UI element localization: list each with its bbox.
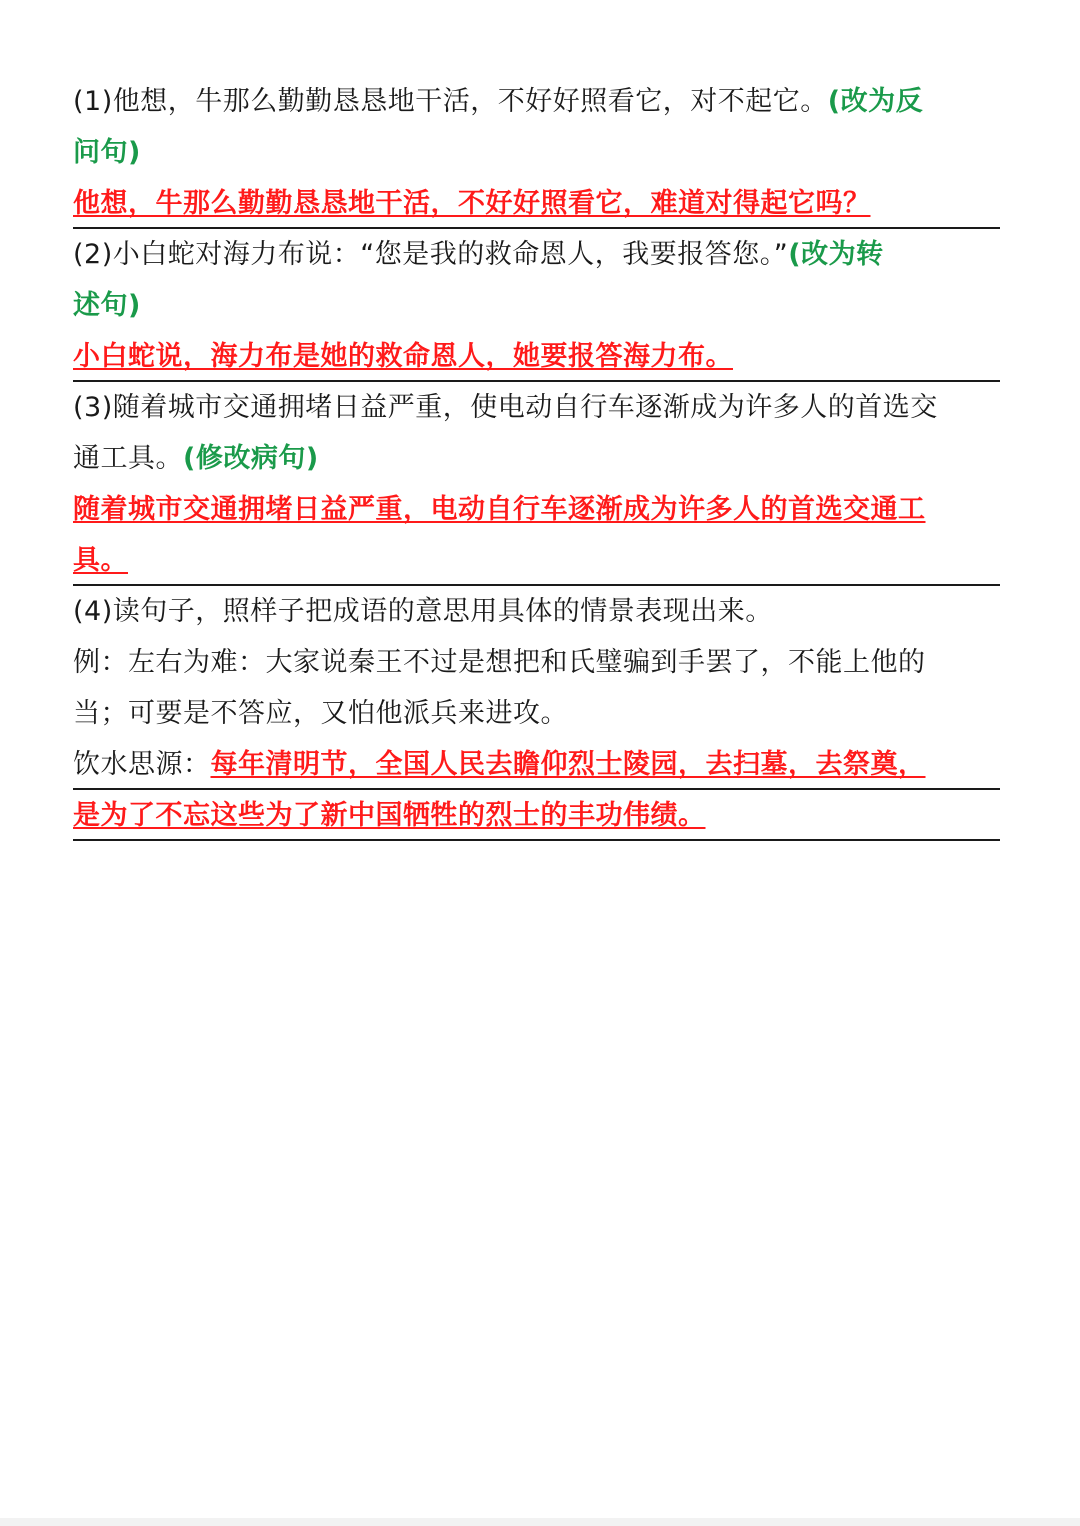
q4-example-2: 当；可要是不答应，又怕他派兵来进攻。 [73,698,568,729]
q2-line-2 [73,280,1000,331]
q4-idiom-label: 饮水思源： [73,749,211,780]
q3-answer-line-1 [73,484,1000,535]
q4-prompt: (4)读句子，照样子把成语的意思用具体的情景表现出来。 [73,596,773,627]
q3-answer-2: 具。 [73,545,128,576]
q3-hint: (修改病句) [183,443,319,474]
q4-answer-2: 是为了不忘这些为了新中国牺牲的烈士的丰功伟绩。 [73,800,706,831]
q4-example-line-2 [73,688,1000,739]
q1-answer-line [73,178,1000,229]
q2-answer: 小白蛇说，海力布是她的救命恩人，她要报答海力布。 [73,341,733,372]
q1-answer: 他想，牛那么勤勤恳恳地干活，不好好照看它，难道对得起它吗？ [73,188,871,219]
q3-question-text-1: (3)随着城市交通拥堵日益严重，使电动自行车逐渐成为许多人的首选交 [73,392,938,423]
page-bottom-strip [0,1518,1080,1526]
q2-answer-line [73,331,1000,382]
q2-question-text: (2)小白蛇对海力布说：“您是我的救命恩人，我要报答您。” [73,239,789,270]
q1-line-1 [73,76,1000,127]
q2-hint-part1: (改为转 [788,239,884,270]
q2-line-1 [73,229,1000,280]
q4-answer-1: 每年清明节，全国人民去瞻仰烈士陵园，去扫墓，去祭奠， [210,749,926,780]
q2-hint-part2: 述句) [73,290,141,321]
q3-line-2 [73,433,1000,484]
q3-line-1 [73,382,1000,433]
q4-prompt-line [73,586,1000,637]
q4-example-1: 例：左右为难：大家说秦王不过是想把和氏璧骗到手罢了，不能上他的 [73,647,926,678]
q4-answer-line-2 [73,790,1000,841]
q1-hint-part1: (改为反 [827,86,924,117]
q4-answer-line-1 [73,739,1000,790]
q1-question-text: (1)他想，牛那么勤勤恳恳地干活，不好好照看它，对不起它。 [73,86,828,117]
worksheet-page [73,76,1000,841]
q3-answer-line-2 [73,535,1000,586]
q3-question-text-2: 通工具。 [73,443,183,474]
q1-hint-part2: 问句) [73,137,141,168]
q1-line-2 [73,127,1000,178]
q3-answer-1: 随着城市交通拥堵日益严重，电动自行车逐渐成为许多人的首选交通工 [73,494,926,525]
q4-example-line-1 [73,637,1000,688]
